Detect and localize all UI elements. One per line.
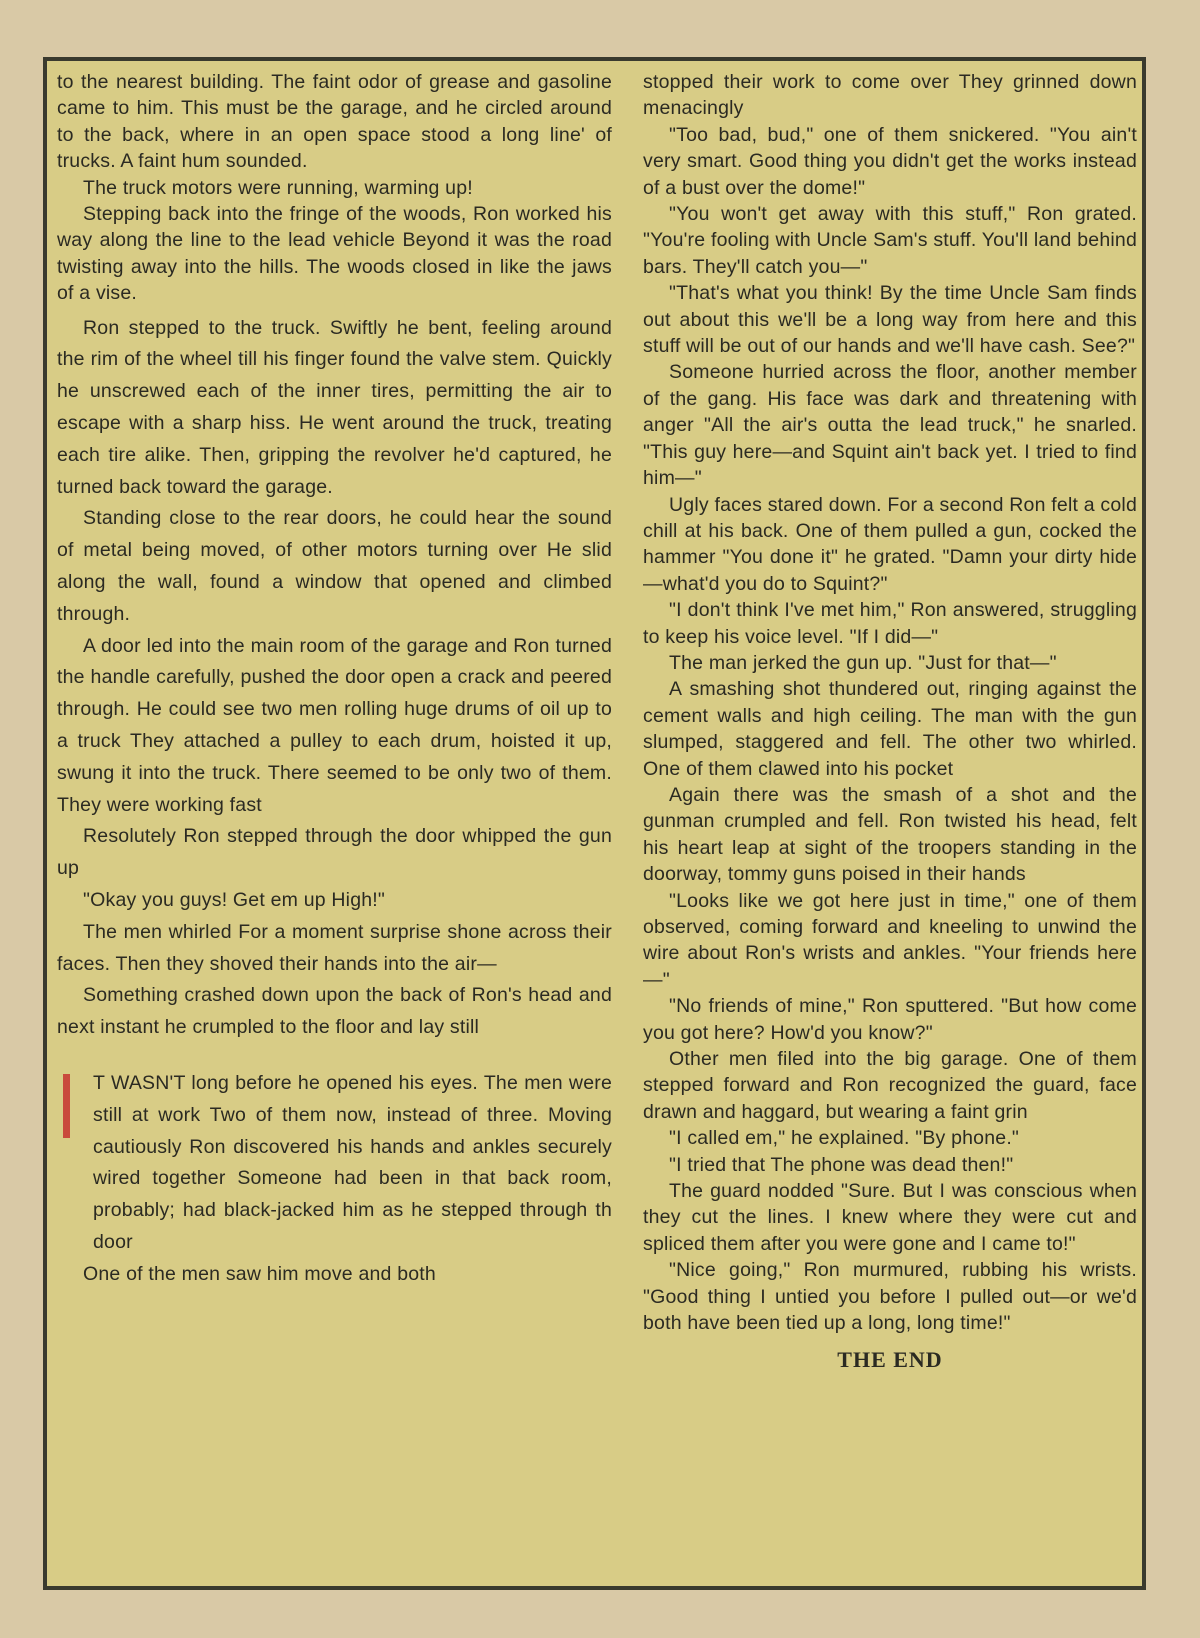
page-frame: [43, 57, 1146, 1590]
paragraph: One of the men saw him move and both: [83, 1262, 436, 1285]
paragraph: "Okay you guys! Get em up High!": [83, 889, 386, 911]
paragraph: "That's what you think! By the time Uncle Sam finds out about this we'll be a long way from here and this stuff will be out of our hands and we'll have cash. See?": [643, 282, 1137, 358]
paragraph: stopped their work to come over They grinned down menacingly: [643, 71, 1137, 120]
paragraph: The man jerked the gun up. "Just for that—": [669, 651, 1057, 674]
dropcap-i: [63, 1074, 70, 1138]
paragraph: Something crashed down upon the back of Ron's head and next instant he crumpled to the floor and lay still: [57, 984, 612, 1039]
paragraph: The truck motors were running, warming up!: [83, 176, 473, 199]
paragraph: Again there was the smash of a shot and the gunman crumpled and fell. Ron twisted his head, felt his heart leap at sight of the troopers standing in the doorway, tommy guns poised in their hands: [643, 783, 1137, 886]
paragraph: "You won't get away with this stuff," Ron grated. "You're fooling with Uncle Sam's stuff. You'll land behind bars. They'll catch you—": [643, 203, 1137, 278]
paragraph: Ugly faces stared down. For a second Ron felt a cold chill at his back. One of them pulled a gun, cocked the hammer "You done it" he grated. "Damn your dirty hide—what'd you do to Squint?": [643, 493, 1137, 595]
paragraph: to the nearest building. The faint odor of grease and gasoline came to him. This must be the garage, and he circled around to the back, where in an open space stood a long line' of trucks. A faint hum sounded.: [57, 71, 612, 173]
section-lead: [57, 1068, 612, 1259]
paragraph: Stepping back into the fringe of the woods, Ron worked his way along the line to the lead vehicle Beyond it was the road twisting away into the hills. The woods closed in like the jaws of a vise.: [57, 203, 612, 305]
the-end: THE END: [837, 1346, 943, 1372]
paragraph: The men whirled For a moment surprise shone across their faces. Then they shoved their hands into the air—: [57, 920, 612, 975]
paragraph: A smashing shot thundered out, ringing against the cement walls and high ceiling. The man with the gun slumped, staggered and fell. The other two whirled. One of them clawed into his pocket: [643, 678, 1137, 780]
paragraph: Ron stepped to the truck. Swiftly he bent, feeling around the rim of the wheel till his finger found the valve stem. Quickly he unscrewed each of the inner tires, permitting the air to escape with a sharp hiss. He went around the truck, treating each tire alike. Then, gripping the revolver he'd captured, he turned back toward the garage.: [57, 316, 612, 498]
paragraph: "Too bad, bud," one of them snickered. "You ain't very smart. Good thing you didn't get the works instead of a bust over the dome!": [643, 123, 1137, 199]
paragraph: Standing close to the rear doors, he could hear the sound of metal being moved, of other motors turning over He slid along the wall, found a window that opened and climbed through.: [57, 507, 612, 625]
paragraph: A door led into the main room of the garage and Ron turned the handle carefully, pushed the door open a crack and peered through. He could see two men rolling huge drums of oil up to a truck They attached a pulley to each drum, hoisted it up, swung it into the truck. There seemed to be only two of them. They were working fast: [57, 634, 612, 816]
paragraph: Resolutely Ron stepped through the door whipped the gun up: [57, 825, 612, 880]
paragraph: The guard nodded "Sure. But I was conscious when they cut the lines. I knew where they were cut and spliced them after you were gone and I came to!": [643, 1180, 1137, 1255]
paragraph: "I tried that The phone was dead then!": [669, 1153, 1014, 1176]
paragraph: Someone hurried across the floor, another member of the gang. His face was dark and threatening with anger "All the air's outta the lead truck," he snarled. "This guy here—and Squint ain't back yet. I tried to find him—": [643, 361, 1137, 490]
right-column: [643, 69, 1137, 1373]
paragraph: "I don't think I've met him," Ron answered, struggling to keep his voice level. "If I did—": [643, 599, 1137, 648]
section-lead-text: T WASN'T long before he opened his eyes. The men were still at work Two of them now, instead of three. Moving cautiously Ron discovered his hands and ankles securely wired together Someone had been in that back room, probably; had black-jacked him as he stepped through th door: [93, 1071, 612, 1253]
paragraph: Other men filed into the big garage. One of them stepped forward and Ron recognized the guard, face drawn and haggard, but wearing a faint grin: [643, 1048, 1137, 1123]
paragraph: "Nice going," Ron murmured, rubbing his wrists. "Good thing I untied you before I pulled out—or we'd both have been tied up a long, long time!": [643, 1259, 1137, 1335]
paragraph: "I called em," he explained. "By phone.": [669, 1127, 1020, 1150]
left-column: [57, 69, 612, 1291]
paragraph: "No friends of mine," Ron sputtered. "But how come you got here? How'd you know?": [643, 995, 1137, 1044]
paragraph: "Looks like we got here just in time," one of them observed, coming forward and kneeling to unwind the wire about Ron's wrists and ankles. "Your friends here—": [643, 889, 1137, 991]
